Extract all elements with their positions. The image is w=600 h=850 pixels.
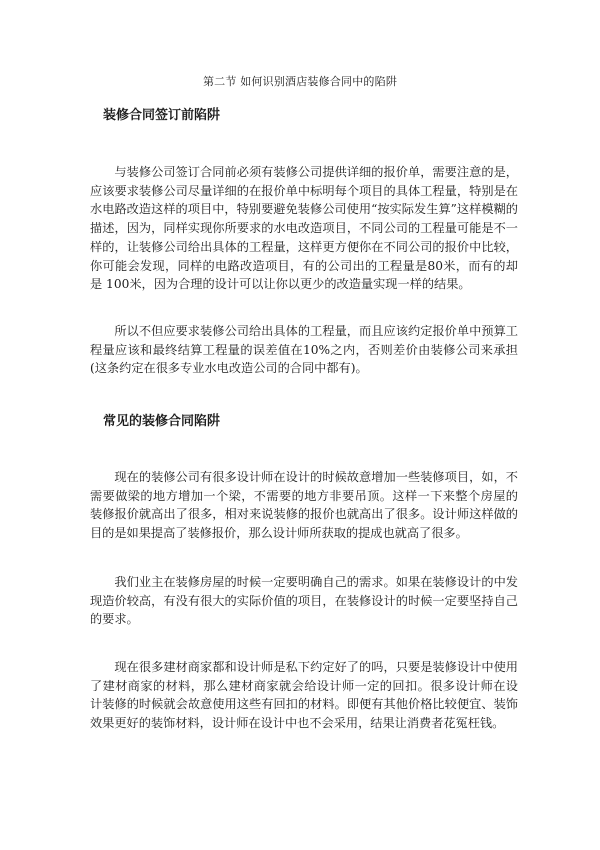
paragraph: 现在的装修公司有很多设计师在设计的时候故意增加一些装修项目，如，不需要做梁的地方增加一个梁，不需要的地方非要吊顶。这样一下来整个房屋的 装修报价就高出了很多，相对来说装修的报价也就高出了很多。设计师这样做的目的是如果提高了装修报价，那么设计师所获取的提成也就高了很多。 bbox=[90, 470, 518, 541]
paragraph: 现在很多建材商家都和设计师是私下约定好了的吗，只要是装修设计中使用了建材商家的材料，那么建材商家就会给设计师一定的回扣。很多设计师在设 计装修的时候就会故意使用这些有回扣的材料。即便有其他价格比较便宜、装饰效果更好的装饰材料，设计师在设计中也不会采用，结果让消费者花冤枉钱。 bbox=[90, 660, 518, 731]
section-heading-common-contract-traps: 常见的装修合同陷阱 bbox=[103, 414, 221, 429]
page-title: 第二节 如何识别酒店装修合同中的陷阱 bbox=[202, 75, 398, 88]
paragraph: 与装修公司签订合同前必须有装修公司提供详细的报价单，需要注意的是，应该要求装修公司尽量详细的在报价单中标明每个项目的具体工程量，特别是在水电路改造这样的项目中，特别要避免装修公司使用“按实际发生算”这样模糊的描述，因为，同样实现你所要求的水电改造项目，不同公司的工程量可能是不一样的，让装修公司给出具体的工程量，这样更方便你在不同公司的报价中比较，你可能会发现，同样的电路改造项目，有的公司出的工程量是80米，而有的却是 100米，因为合理的设计可以让你以更少的改造量实现一样的结果。 bbox=[90, 165, 518, 292]
paragraph: 我们业主在装修房屋的时候一定要明确自己的需求。如果在装修设计的中发现造价较高，有没有很大的实际价值的项目，在装修设计的时候一定要坚持自己的要求。 bbox=[90, 575, 518, 627]
section-heading-pre-contract-traps: 装修合同签订前陷阱 bbox=[103, 108, 221, 123]
paragraph: 所以不但应要求装修公司给出具体的工程量，而且应该约定报价单中预算工程量应该和最终结算工程量的误差值在10%之内，否则差价由装修公司来承担(这条约定在很多专业水电改造公司的合同中都有)。 bbox=[90, 324, 518, 376]
